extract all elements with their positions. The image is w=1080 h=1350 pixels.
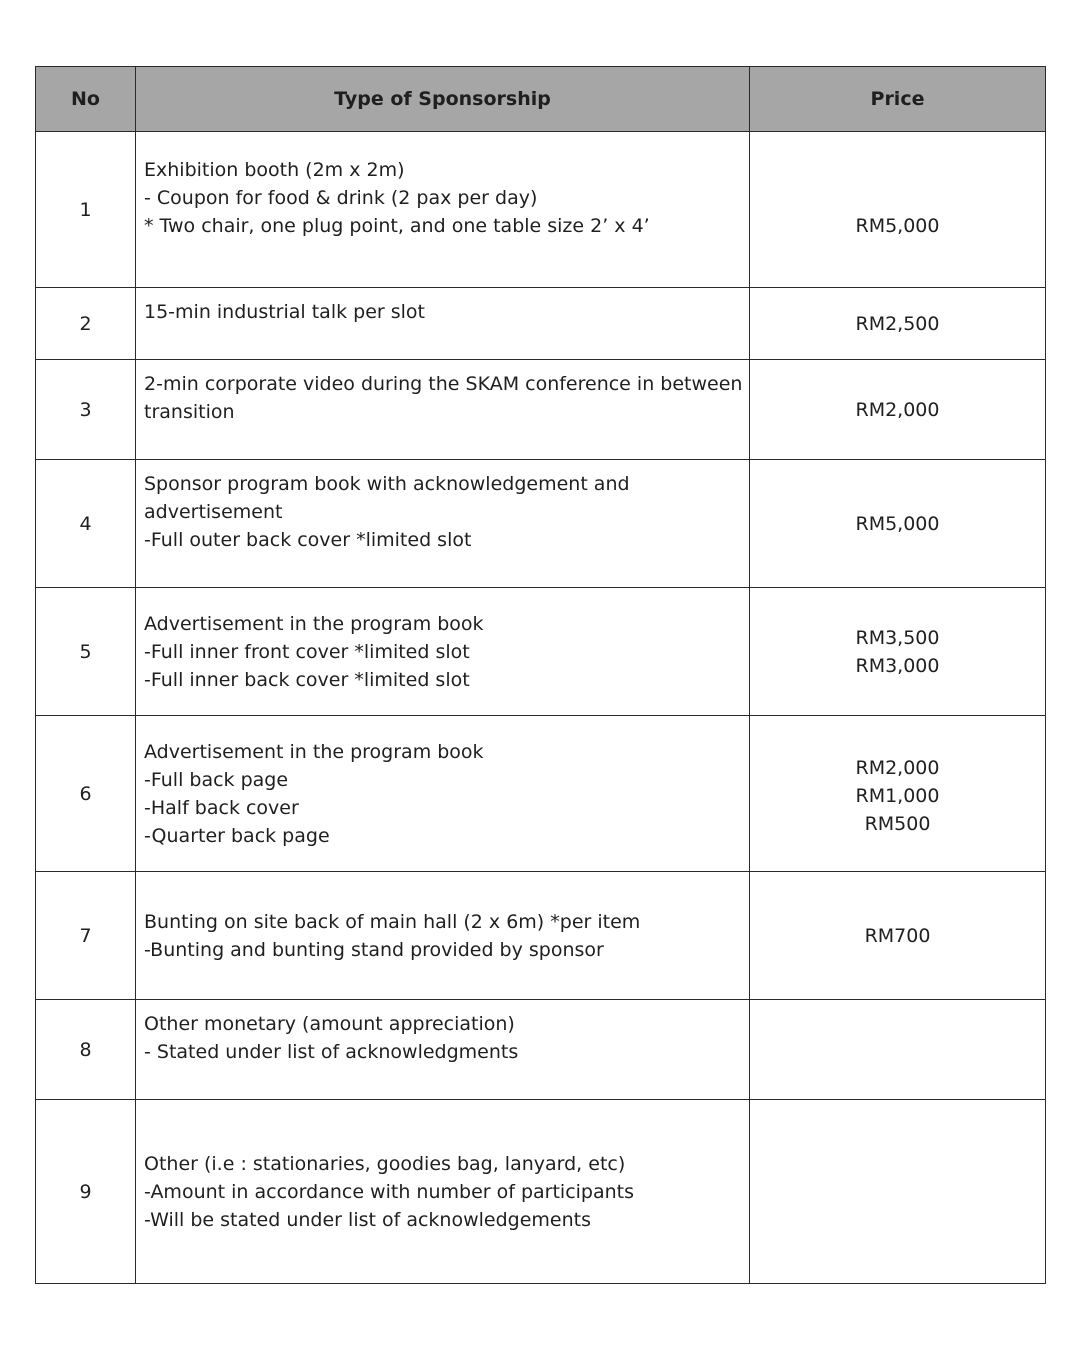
sponsorship-type <box>136 716 750 872</box>
price-value: RM2,000 <box>855 398 940 421</box>
price-value: RM500 <box>864 813 931 835</box>
sponsorship-type <box>136 132 750 288</box>
type-line: Advertisement in the program book <box>144 740 484 763</box>
type-line: -Full outer back cover *limited slot <box>144 529 472 551</box>
table-row <box>36 1000 1046 1100</box>
price-value: RM3,000 <box>855 654 940 677</box>
sponsorship-type <box>136 588 750 716</box>
type-line: - Coupon for food & drink (2 pax per day) <box>144 187 538 209</box>
header-row <box>36 67 1046 132</box>
row-number: 8 <box>36 1000 136 1100</box>
price-cell <box>750 1100 1046 1284</box>
type-line: - Stated under list of acknowledgments <box>144 1041 519 1063</box>
row-number: 2 <box>36 288 136 360</box>
price-cell <box>750 1000 1046 1100</box>
sponsorship-table <box>35 66 1046 1284</box>
table-row <box>36 716 1046 872</box>
price-cell <box>750 588 1046 716</box>
price-cell <box>750 872 1046 1000</box>
row-number: 7 <box>36 872 136 1000</box>
row-number: 6 <box>36 716 136 872</box>
table-row <box>36 588 1046 716</box>
row-number: 3 <box>36 360 136 460</box>
header-no: No <box>36 67 136 132</box>
type-line: Bunting on site back of main hall (2 x 6m) *per item <box>144 910 641 933</box>
price-cell <box>750 360 1046 460</box>
sponsorship-type <box>136 460 750 588</box>
type-line: * Two chair, one plug point, and one table size 2’ x 4’ <box>144 215 650 237</box>
type-line: -Bunting and bunting stand provided by sponsor <box>144 938 604 961</box>
sponsorship-type <box>136 872 750 1000</box>
table-row <box>36 288 1046 360</box>
table-row <box>36 360 1046 460</box>
type-line: -Will be stated under list of acknowledgements <box>144 1208 592 1231</box>
price-value: RM700 <box>864 924 931 947</box>
sponsorship-type <box>136 1100 750 1284</box>
type-line: -Full back page <box>144 768 289 791</box>
price-value: RM1,000 <box>855 785 940 807</box>
type-line: -Half back cover <box>144 796 299 819</box>
row-number: 4 <box>36 460 136 588</box>
price-value: RM5,000 <box>855 512 940 535</box>
sponsorship-type <box>136 360 750 460</box>
price-value: RM5,000 <box>855 214 940 237</box>
table-row <box>36 132 1046 288</box>
table-row <box>36 872 1046 1000</box>
type-line: Other (i.e : stationaries, goodies bag, lanyard, etc) <box>144 1152 626 1175</box>
header-type: Type of Sponsorship <box>136 67 750 132</box>
sponsorship-type <box>136 1000 750 1100</box>
type-line: Exhibition booth (2m x 2m) <box>144 159 405 181</box>
price-value: RM2,000 <box>855 757 940 779</box>
header-price: Price <box>750 67 1046 132</box>
row-number: 9 <box>36 1100 136 1284</box>
price-value: RM2,500 <box>855 312 940 335</box>
type-line: -Full inner back cover *limited slot <box>144 668 470 691</box>
table-row <box>36 1100 1046 1284</box>
type-line: Advertisement in the program book <box>144 612 484 635</box>
table-row <box>36 460 1046 588</box>
price-cell <box>750 460 1046 588</box>
price-value: RM3,500 <box>855 626 940 649</box>
type-line: -Quarter back page <box>144 824 330 847</box>
type-line: 15-min industrial talk per slot <box>144 301 425 323</box>
price-cell <box>750 132 1046 288</box>
price-cell <box>750 288 1046 360</box>
type-line: 2-min corporate video during the SKAM conference in between transition <box>144 373 743 423</box>
row-number: 5 <box>36 588 136 716</box>
sponsorship-type <box>136 288 750 360</box>
type-line: Sponsor program book with acknowledgement and advertisement <box>144 473 630 523</box>
type-line: -Full inner front cover *limited slot <box>144 640 470 663</box>
type-line: -Amount in accordance with number of participants <box>144 1180 635 1203</box>
price-cell <box>750 716 1046 872</box>
type-line: Other monetary (amount appreciation) <box>144 1013 515 1035</box>
row-number: 1 <box>36 132 136 288</box>
